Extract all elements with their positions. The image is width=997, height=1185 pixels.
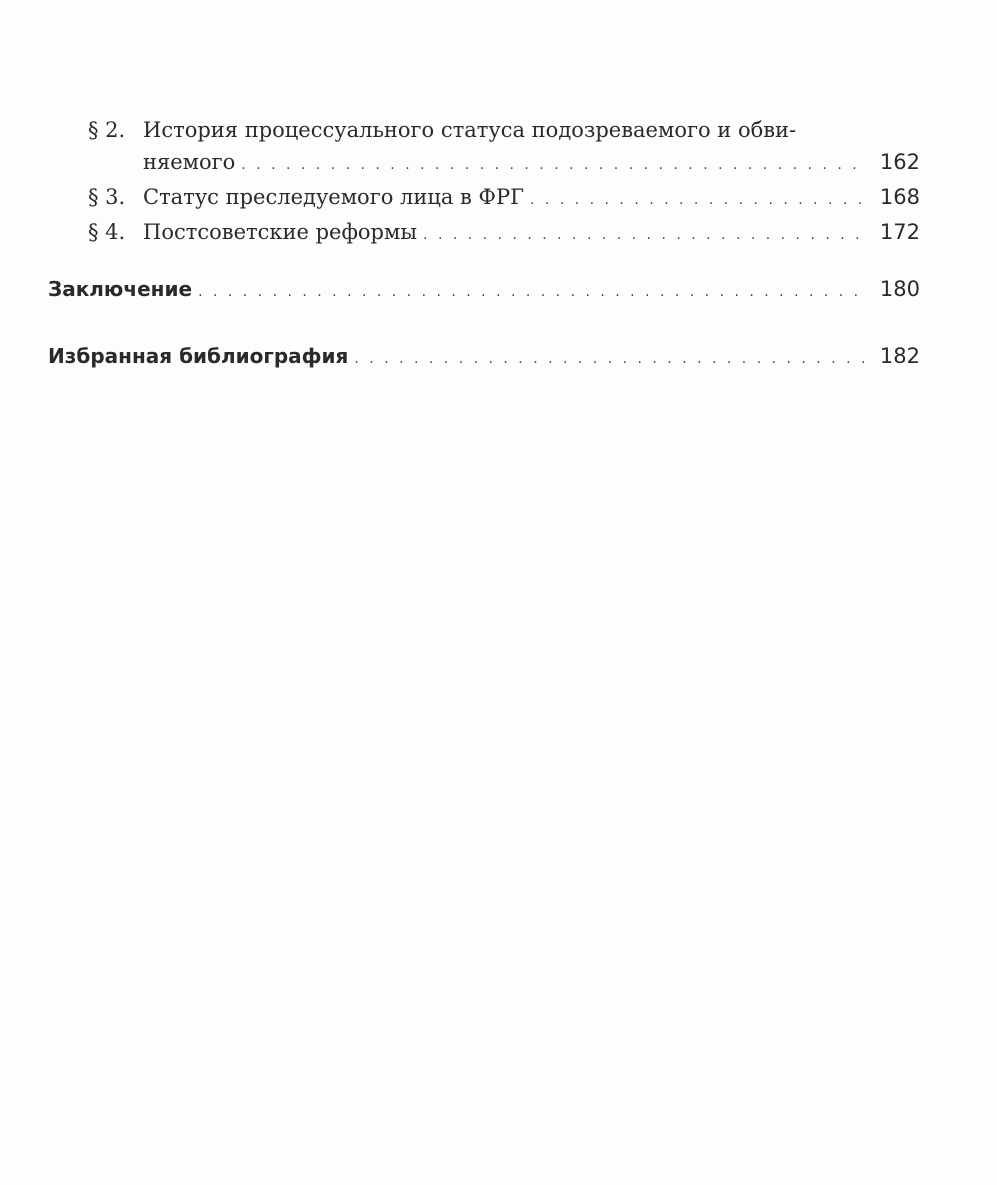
page-number: 182	[879, 344, 920, 368]
toc-entry-section-2	[48, 114, 920, 181]
section-title-line-2: няемого	[143, 150, 236, 174]
section-number: § 3.	[88, 185, 126, 209]
toc-entry-conclusion	[48, 273, 920, 308]
dot-leader	[241, 149, 866, 181]
section-number: § 2.	[88, 118, 126, 142]
page-number: 180	[879, 277, 920, 301]
dot-leader	[354, 343, 866, 375]
chapter-title: Заключение	[48, 277, 193, 301]
section-title-line-1: История процессуального статуса подозреваемого и обви-	[143, 118, 797, 142]
page-number: 172	[879, 220, 920, 244]
section-title: Постсоветские реформы	[143, 220, 418, 244]
chapter-title: Избранная библиография	[48, 344, 349, 368]
page-number: 162	[879, 150, 920, 174]
page-number: 168	[879, 185, 920, 209]
dot-leader	[423, 219, 866, 251]
toc-entry-section-3	[48, 181, 920, 216]
dot-leader	[530, 184, 866, 216]
dot-leader	[198, 276, 866, 308]
section-number: § 4.	[88, 220, 126, 244]
table-of-contents	[48, 114, 920, 375]
toc-entry-section-4	[48, 216, 920, 251]
section-title: Статус преследуемого лица в ФРГ	[143, 185, 525, 209]
toc-entry-bibliography	[48, 340, 920, 375]
